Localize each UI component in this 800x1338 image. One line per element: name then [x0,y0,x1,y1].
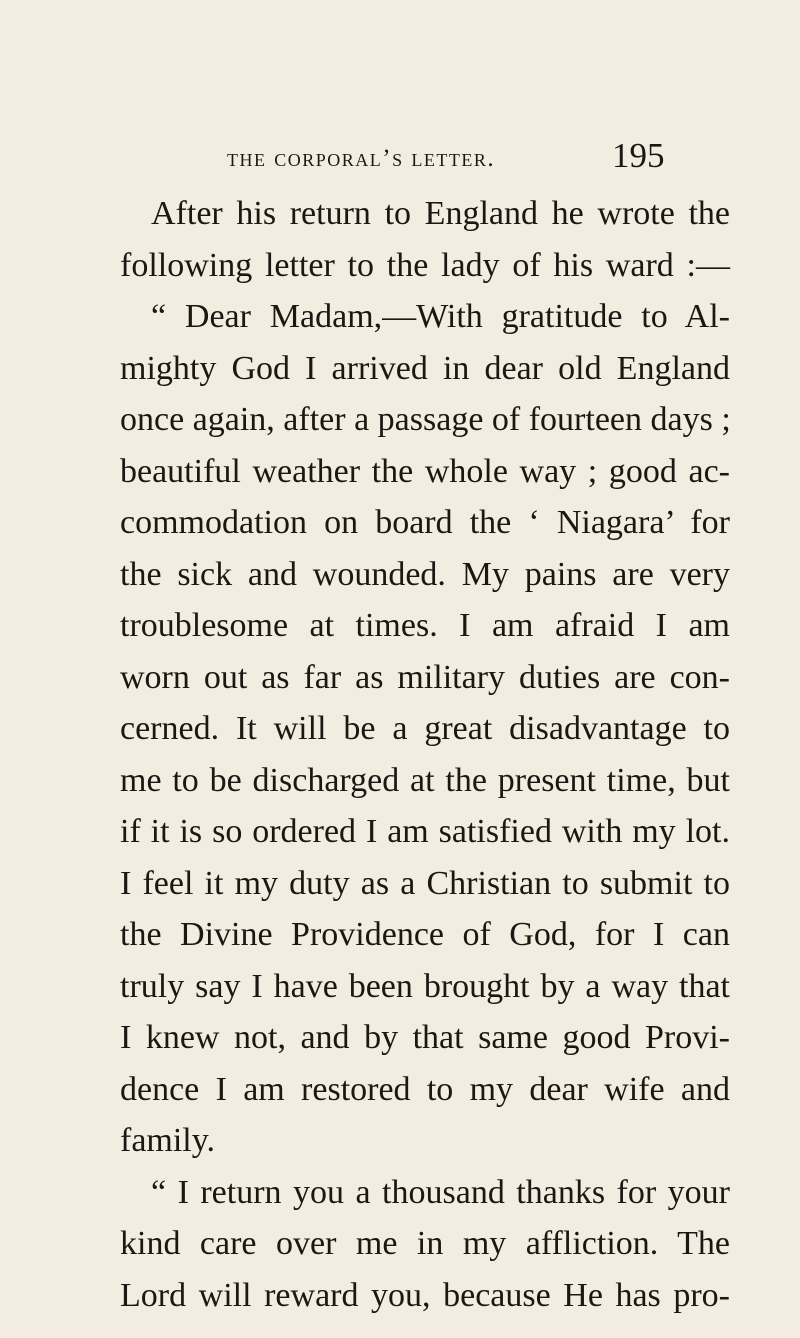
page-number: 195 [612,136,665,175]
text-line: Lord will reward you, because He has pro- [120,1276,730,1314]
text-line: if it is so ordered I am satisfied with my lot. [120,813,730,850]
text-line: commodation on board the ‘ Niagara’ for [120,504,730,541]
text-line: troublesome at times. I am afraid I am [120,607,730,644]
text-line: me to be discharged at the present time, but [120,761,730,799]
text-line: the Divine Providence of God, for I can [120,916,730,953]
text-line: cerned. It will be a great disadvantage to [120,710,730,747]
page-header [0,133,800,183]
running-title: the corporal’s letter. [227,145,496,172]
text-line: I knew not, and by that same good Provi- [120,1019,730,1056]
body-text [120,188,730,1321]
text-line: I feel it my duty as a Christian to submit to [120,864,730,902]
text-line: “ I return you a thousand thanks for your [151,1173,730,1211]
text-line: family. [120,1122,216,1159]
text-line: once again, after a passage of fourteen days ; [120,401,731,438]
text-line: worn out as far as military duties are con- [120,658,730,696]
text-line: beautiful weather the whole way ; good ac- [120,452,730,490]
text-line: dence I am restored to my dear wife and [120,1070,730,1108]
text-line: After his return to England he wrote the [151,195,730,232]
text-line: truly say I have been brought by a way that [120,967,730,1005]
text-line: following letter to the lady of his ward :— [120,246,730,284]
text-line: mighty God I arrived in dear old England [120,349,730,387]
text-line: the sick and wounded. My pains are very [120,555,730,593]
text-line: “ Dear Madam,—With gratitude to Al- [151,298,730,335]
text-line: kind care over me in my affliction. The [120,1225,730,1262]
